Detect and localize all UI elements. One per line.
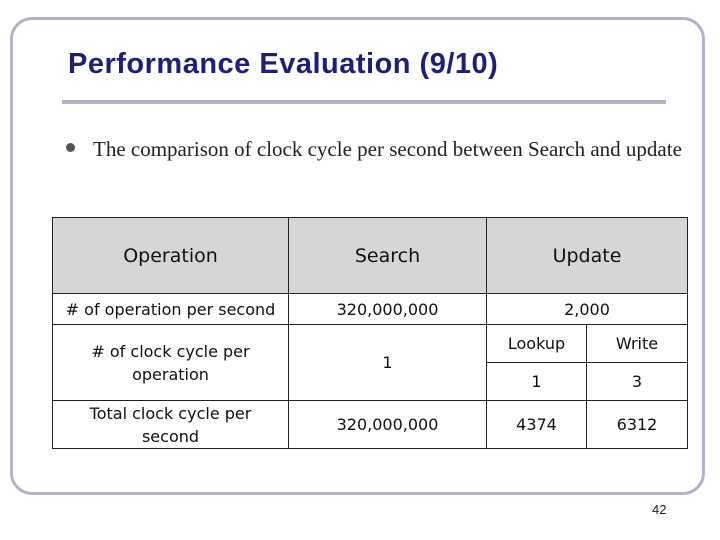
ops-per-second-search: 320,000,000 [289,294,487,325]
table-header-row [53,218,688,294]
bullet-text: The comparison of clock cycle per second between Search and update [93,137,682,161]
subheader-lookup: Lookup [487,325,587,363]
table-row [53,401,688,449]
row-label-cycles-per-op: # of clock cycle per operation [53,325,289,401]
header-update: Update [487,218,688,294]
page-number: 42 [652,502,667,517]
row-label-total-cycles: Total clock cycle per second [53,401,289,449]
bullet-dot-icon [66,143,75,152]
table-row [53,294,688,325]
total-cycles-write: 6312 [587,401,688,449]
title-underline [62,100,666,104]
row-label-ops-per-second: # of operation per second [53,294,289,325]
cycles-per-op-write: 3 [587,363,688,401]
comparison-table [52,217,688,449]
cycles-per-op-lookup: 1 [487,363,587,401]
slide-title: Performance Evaluation (9/10) [68,48,499,80]
subheader-write: Write [587,325,688,363]
header-operation: Operation [53,218,289,294]
header-search: Search [289,218,487,294]
total-cycles-lookup: 4374 [487,401,587,449]
table-row [53,325,688,363]
cycles-per-op-search: 1 [289,325,487,401]
ops-per-second-update: 2,000 [487,294,688,325]
total-cycles-search: 320,000,000 [289,401,487,449]
